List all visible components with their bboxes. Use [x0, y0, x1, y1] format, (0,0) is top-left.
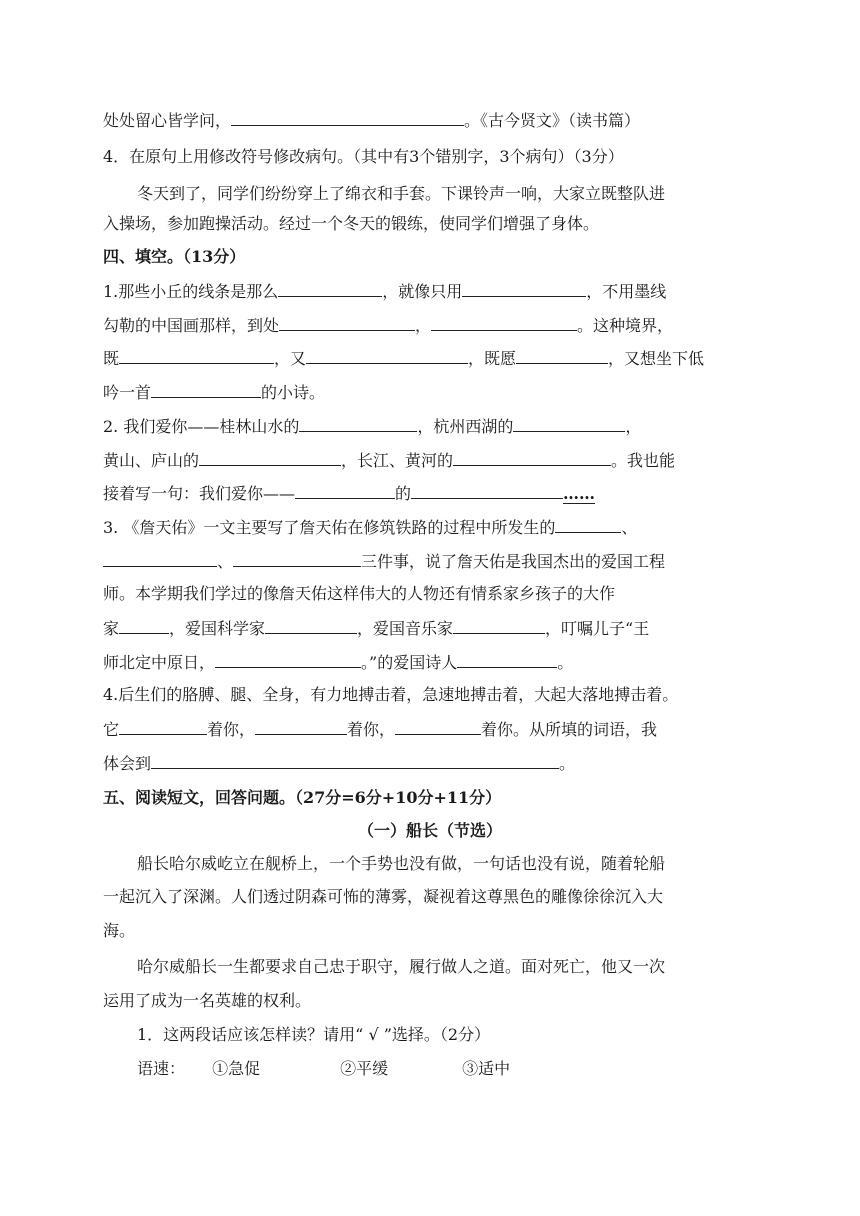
s4-q3-line-5	[103, 651, 573, 673]
text: ，爱国音乐家	[357, 619, 454, 638]
text: 三件事，说了詹天佑是我国杰出的爱国工程	[361, 552, 666, 571]
s4-q3-line-2	[103, 550, 665, 572]
text: 着你，	[207, 720, 256, 739]
quote-suffix: 。《古今贤文》（读书篇）	[464, 111, 641, 130]
s4-q3-line-3: 师。本学期我们学过的像詹天佑这样伟大的人物还有情系家乡孩子的大作	[103, 584, 616, 603]
option-moderate[interactable]: ③适中	[462, 1059, 511, 1078]
passage-p1-line-1: 船长哈尔威屹立在舰桥上，一个手势也没有做，一句话也没有说，随着轮船	[137, 854, 666, 873]
answer-blank[interactable]	[255, 718, 347, 735]
text: 的	[395, 484, 412, 503]
quote-prefix: 处处留心皆学问，	[103, 111, 232, 130]
passage-p2-line-1: 哈尔威船长一生都要求自己忠于职守，履行做人之道。面对死亡，他又一次	[137, 957, 666, 976]
answer-blank[interactable]	[278, 280, 382, 297]
s4-q2-line-1	[103, 415, 641, 437]
answer-blank[interactable]	[516, 347, 608, 364]
text: ，就像只用	[382, 282, 463, 301]
text: 家	[103, 619, 120, 638]
answer-blank[interactable]	[231, 109, 464, 126]
s4-q4-line-3	[103, 752, 575, 774]
speed-label: 语速：	[137, 1059, 186, 1078]
s4-q3-line-1	[103, 516, 637, 538]
text: ，又	[274, 349, 307, 368]
s4-q3-line-4	[103, 617, 649, 639]
text: ，又想坐下低	[608, 349, 705, 368]
s4-q2-line-3	[103, 482, 595, 504]
answer-blank[interactable]	[411, 482, 563, 499]
answer-blank[interactable]	[453, 449, 611, 466]
answer-blank[interactable]	[431, 314, 577, 331]
passage-title: （一）船长（节选）	[357, 821, 502, 840]
text: 、	[621, 518, 638, 537]
answer-blank[interactable]	[457, 651, 557, 668]
answer-blank[interactable]	[199, 449, 341, 466]
text: 着你。从所填的词语，我	[481, 720, 658, 739]
s4-q4-line-1: 4.后生们的胳膊、腿、全身，有力地搏击着，急速地搏击着，大起大落地搏击着。	[103, 685, 679, 704]
text: 它	[103, 720, 120, 739]
text: ，长江、黄河的	[341, 451, 454, 470]
answer-blank[interactable]	[555, 516, 621, 533]
option-gentle[interactable]: ②平缓	[340, 1059, 389, 1078]
answer-blank[interactable]	[233, 550, 361, 567]
section-4-heading: 四、填空。（13分）	[103, 247, 246, 266]
text: 的小诗。	[261, 383, 326, 402]
passage-p2-line-2: 运用了成为一名英雄的权利。	[103, 991, 312, 1010]
text: 勾勒的中国画那样，到处	[103, 316, 280, 335]
s4-q2-line-2	[103, 449, 675, 471]
answer-blank[interactable]	[151, 752, 559, 769]
answer-blank[interactable]	[151, 381, 261, 398]
text: ，叮嘱儿子“王	[545, 619, 650, 638]
answer-blank[interactable]	[295, 482, 395, 499]
s4-q1-line-1	[103, 280, 666, 302]
text: ，	[625, 417, 642, 436]
reading-q1: 1．这两段话应该怎样读？请用“ √ ”选择。（2分）	[137, 1025, 491, 1044]
answer-blank[interactable]	[119, 347, 274, 364]
passage-p1-line-3: 海。	[103, 921, 136, 940]
text: 接着写一句：我们爱你——	[103, 484, 296, 503]
passage-line-2: 入操场，参加跑操活动。经过一个冬天的锻练，使同学们增强了身体。	[103, 214, 600, 233]
passage-line-1: 冬天到了，同学们纷纷穿上了绵衣和手套。下课铃声一响，大家立既整队进	[137, 184, 666, 203]
text: 吟一首	[103, 383, 152, 402]
text: ，	[415, 316, 432, 335]
text: 2. 我们爱你——桂林山水的	[103, 417, 300, 436]
answer-blank[interactable]	[215, 651, 361, 668]
s4-q1-line-4	[103, 381, 325, 403]
answer-blank[interactable]	[306, 347, 468, 364]
text: 黄山、庐山的	[103, 451, 200, 470]
s4-q4-line-2	[103, 718, 657, 740]
answer-blank[interactable]	[119, 718, 207, 735]
text: 师北定中原日，	[103, 653, 216, 672]
answer-blank[interactable]	[119, 617, 169, 634]
s4-q1-line-3	[103, 347, 704, 369]
option-urgent[interactable]: ①急促	[212, 1059, 261, 1078]
text: ，爱国科学家	[169, 619, 266, 638]
answer-blank[interactable]	[395, 718, 481, 735]
answer-blank[interactable]	[299, 415, 417, 432]
s4-q1-line-2	[103, 314, 673, 336]
q4-instruction: 4．在原句上用修改符号修改病句。（其中有3个错别字，3个病句）（3分）	[103, 147, 624, 166]
text: ，既愿	[468, 349, 517, 368]
answer-blank[interactable]	[513, 415, 625, 432]
answer-blank[interactable]	[462, 280, 586, 297]
text: 。这种境界，	[577, 316, 674, 335]
answer-blank[interactable]	[265, 617, 357, 634]
speed-options-row	[137, 1058, 510, 1080]
passage-p1-line-2: 一起沉入了深渊。人们透过阴森可怖的薄雾，凝视着这尊黑色的雕像徐徐沉入大	[103, 887, 664, 906]
text: 既	[103, 349, 120, 368]
quote-fill-line	[103, 109, 640, 131]
text: 、	[217, 552, 234, 571]
text: 体会到	[103, 754, 152, 773]
ellipsis: ……	[563, 484, 596, 503]
text: ，杭州西湖的	[417, 417, 514, 436]
text: 。	[559, 754, 576, 773]
text: ，不用墨线	[586, 282, 667, 301]
text: 着你，	[347, 720, 396, 739]
answer-blank[interactable]	[453, 617, 545, 634]
text: 3. 《詹天佑》一文主要写了詹天佑在修筑铁路的过程中所发生的	[103, 518, 556, 537]
text: 1.那些小丘的线条是那么	[103, 282, 279, 301]
answer-blank[interactable]	[279, 314, 415, 331]
text: 。	[557, 653, 574, 672]
text: 。我也能	[611, 451, 676, 470]
section-5-heading: 五、阅读短文，回答问题。（27分=6分+10分+11分）	[103, 788, 502, 807]
answer-blank[interactable]	[103, 550, 217, 567]
text: 。”的爱国诗人	[361, 653, 458, 672]
